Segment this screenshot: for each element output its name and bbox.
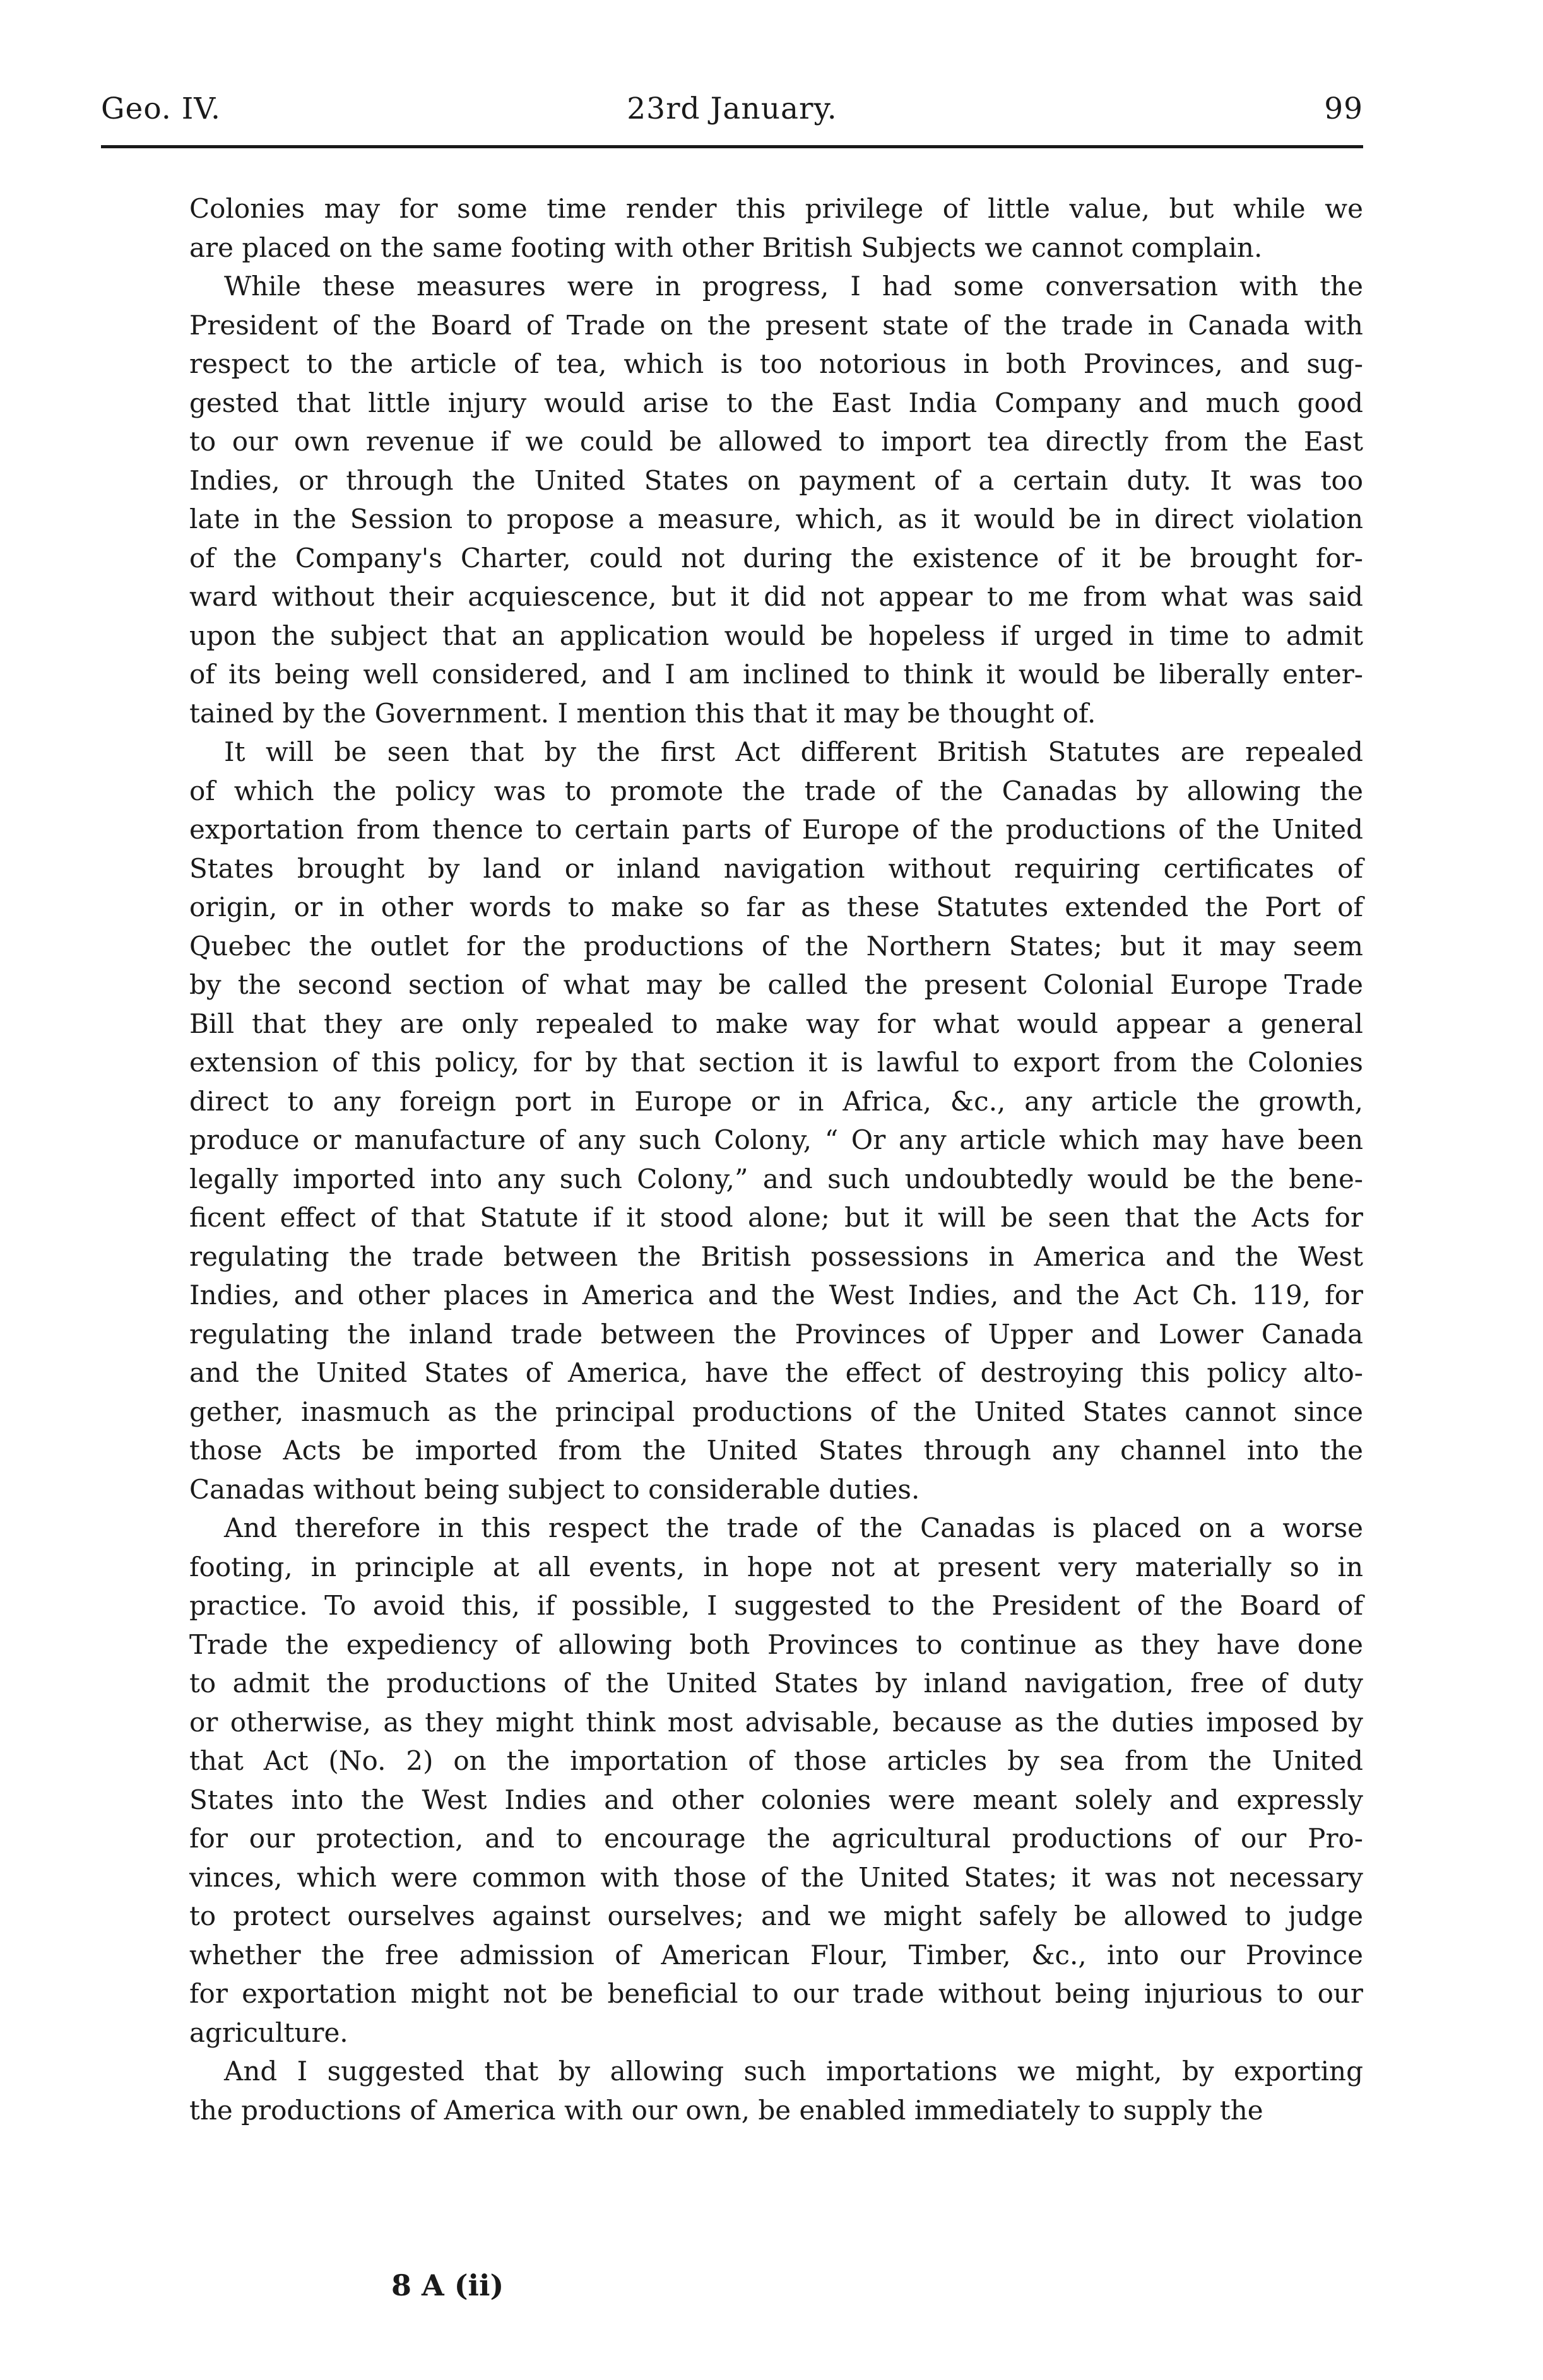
text-line: tained by the Government. I mention this that it may be thought of.: [189, 697, 1096, 729]
text-line: extension of this policy, for by that section it is lawful to export from the Colonies: [189, 1047, 1363, 1078]
text-line: President of the Board of Trade on the present state of the trade in Canada with: [189, 309, 1363, 341]
text-line: regulating the trade between the British possessions in America and the West: [189, 1240, 1363, 1272]
text-line: gether, inasmuch as the principal productions of the United States cannot since: [189, 1396, 1363, 1427]
text-line: States brought by land or inland navigation without requiring certificates of: [189, 852, 1363, 884]
text-line: legally imported into any such Colony,” and such undoubtedly would be the bene-: [189, 1163, 1363, 1194]
text-line: whether the free admission of American Flour, Timber, &c., into our Province: [189, 1939, 1363, 1971]
text-line: produce or manufacture of any such Colony, “ Or any article which may have been: [189, 1124, 1363, 1155]
text-line: Colonies may for some time render this privilege of little value, but while we: [189, 193, 1363, 224]
text-line: ficent effect of that Statute if it stood alone; but it will be seen that the Acts for: [189, 1202, 1363, 1233]
text-line: Indies, or through the United States on payment of a certain duty. It was too: [189, 464, 1363, 496]
text-line: Indies, and other places in America and the West Indies, and the Act Ch. 119, for: [189, 1280, 1363, 1311]
text-line: of its being well considered, and I am inclined to think it would be liberally enter-: [189, 659, 1363, 690]
header-date: 23rd January.: [627, 91, 837, 126]
text-line: gested that little injury would arise to the East India Company and much good: [189, 387, 1363, 418]
text-line: ward without their acquiescence, but it did not appear to me from what was said: [189, 581, 1363, 612]
text-line: While these measures were in progress, I had some conversation with the: [224, 271, 1363, 302]
text-line: are placed on the same footing with other British Subjects we cannot complain.: [189, 232, 1263, 263]
text-line: late in the Session to propose a measure, which, as it would be in direct violation: [189, 504, 1363, 534]
text-line: that Act (No. 2) on the importation of those articles by sea from the United: [189, 1745, 1363, 1776]
text-line: of which the policy was to promote the trade of the Canadas by allowing the: [189, 775, 1363, 806]
text-line: upon the subject that an application would be hopeless if urged in time to admit: [189, 620, 1363, 651]
text-line: to admit the productions of the United States by inland navigation, free of duty: [189, 1668, 1363, 1699]
text-line: those Acts be imported from the United States through any channel into the: [189, 1435, 1363, 1466]
text-line: And I suggested that by allowing such importations we might, by exporting: [224, 2056, 1363, 2087]
text-line: the productions of America with our own, be enabled immediately to supply the: [189, 2094, 1263, 2126]
text-line: to protect ourselves against ourselves; and we might safely be allowed to judge: [189, 1900, 1363, 1931]
text-line: respect to the article of tea, which is too notorious in both Provinces, and sug-: [189, 348, 1363, 379]
header-reign: Geo. IV.: [101, 91, 221, 126]
text-line: and the United States of America, have the effect of destroying this policy alto-: [189, 1357, 1363, 1388]
text-line: It will be seen that by the first Act different British Statutes are repealed: [224, 736, 1363, 767]
text-line: footing, in principle at all events, in hope not at present very materially so in: [189, 1551, 1363, 1582]
text-line: exportation from thence to certain parts of Europe of the productions of the United: [189, 814, 1363, 845]
text-line: vinces, which were common with those of the United States; it was not necessary: [189, 1861, 1363, 1893]
text-line: origin, or in other words to make so far as these Statutes extended the Port of: [189, 892, 1363, 922]
text-line: for our protection, and to encourage the agricultural productions of our Pro-: [189, 1823, 1363, 1854]
text-line: Canadas without being subject to considerable duties.: [189, 1473, 920, 1505]
body-text: [189, 189, 1363, 2130]
text-line: regulating the inland trade between the Provinces of Upper and Lower Canada: [189, 1318, 1363, 1350]
text-line: Bill that they are only repealed to make way for what would appear a general: [189, 1008, 1363, 1039]
text-line: of the Company's Charter, could not during the existence of it be brought for-: [189, 542, 1363, 574]
header-rule: [101, 145, 1363, 148]
text-line: by the second section of what may be called the present Colonial Europe Trade: [189, 969, 1363, 1000]
text-line: to our own revenue if we could be allowed to import tea directly from the East: [189, 426, 1363, 457]
text-line: And therefore in this respect the trade of the Canadas is placed on a worse: [224, 1512, 1363, 1543]
running-header: [101, 85, 1363, 136]
text-line: direct to any foreign port in Europe or in Africa, &c., any article the growth,: [189, 1085, 1363, 1117]
text-line: Quebec the outlet for the productions of the Northern States; but it may seem: [189, 930, 1363, 962]
text-line: agriculture.: [189, 2017, 348, 2048]
text-line: Trade the expediency of allowing both Provinces to continue as they have done: [189, 1629, 1363, 1660]
text-line: or otherwise, as they might think most advisable, because as the duties imposed by: [189, 1706, 1363, 1738]
text-line: for exportation might not be beneficial to our trade without being injurious to our: [189, 1978, 1363, 2009]
page-number: 99: [1324, 91, 1363, 126]
printer-signature-mark: 8 A (ii): [391, 2268, 504, 2302]
text-line: States into the West Indies and other colonies were meant solely and expressly: [189, 1784, 1363, 1815]
text-line: practice. To avoid this, if possible, I suggested to the President of the Board of: [189, 1590, 1363, 1621]
